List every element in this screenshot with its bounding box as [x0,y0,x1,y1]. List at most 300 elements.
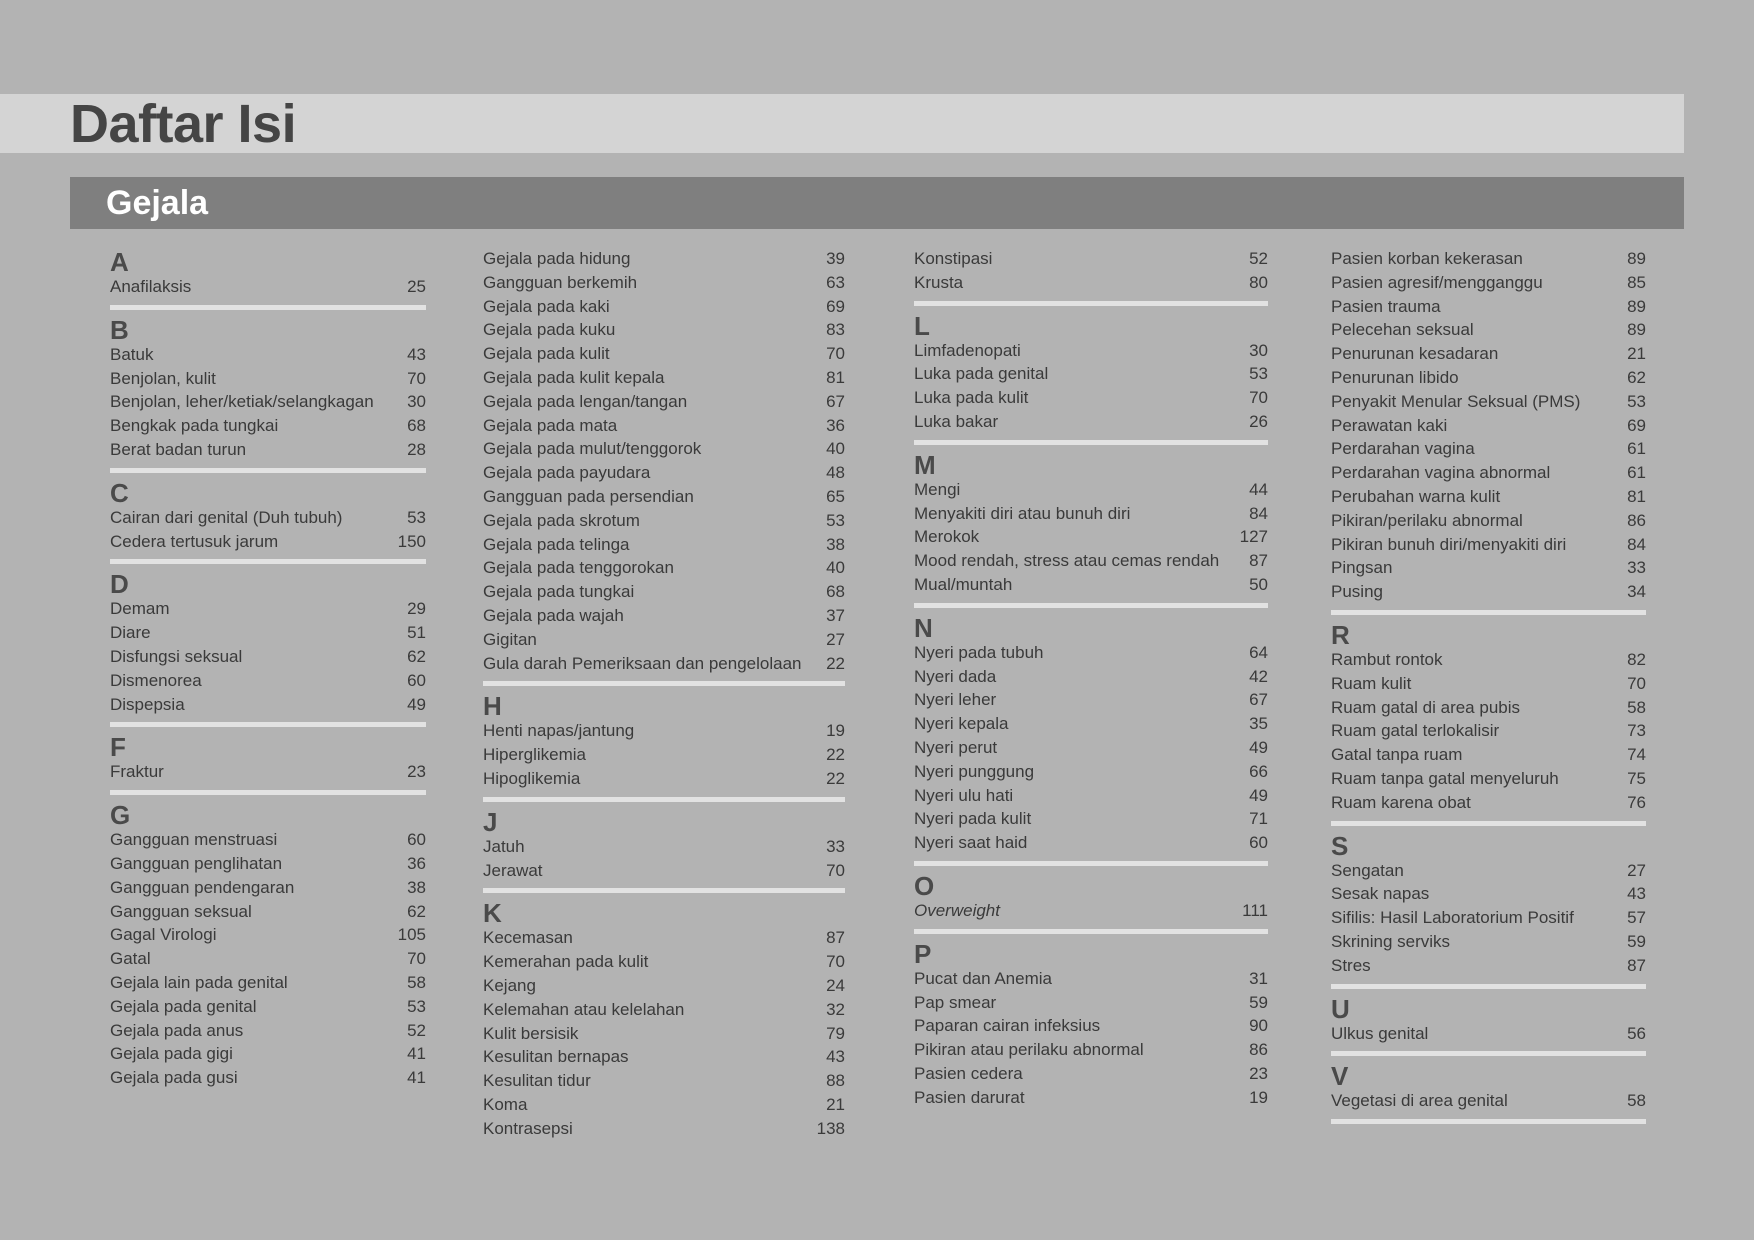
index-entry-label: Penurunan libido [1331,367,1459,387]
group-divider [110,790,426,795]
index-entry-page: 76 [1627,792,1646,812]
index-letter-heading: G [110,800,131,831]
index-entry[interactable] [483,295,845,319]
index-entry[interactable] [914,665,1268,689]
index-entry-label: Bengkak pada tungkai [110,416,279,436]
index-entry-page: 41 [407,1068,426,1088]
index-entry[interactable] [914,831,1268,855]
index-entry-page: 61 [1627,463,1646,483]
index-entry[interactable] [483,859,845,883]
index-entry[interactable] [483,247,845,271]
index-entry-page: 60 [407,670,426,690]
group-divider [110,722,426,727]
index-entry-page: 40 [826,439,845,459]
index-entry-page: 38 [826,534,845,554]
index-entry[interactable] [110,343,426,367]
page-title: Daftar Isi [70,94,297,154]
index-entry-label: Gejala pada payudara [483,463,651,483]
index-entry[interactable] [914,1014,1268,1038]
index-entry-page: 49 [1249,737,1268,757]
index-entry[interactable] [110,995,426,1019]
index-entry-label: Kelemahan atau kelelahan [483,999,685,1019]
index-entry-label: Pikiran bunuh diri/menyakiti diri [1331,534,1567,554]
index-entry[interactable] [483,974,845,998]
index-entry-page: 22 [826,768,845,788]
index-entry[interactable] [110,760,426,784]
index-entry-page: 68 [826,582,845,602]
index-entry-page: 150 [397,531,426,551]
index-entry[interactable] [110,390,426,414]
index-entry-page: 35 [1249,714,1268,734]
index-group [914,613,1268,866]
index-entry-page: 87 [826,928,845,948]
index-entry[interactable] [110,876,426,900]
index-entry-page: 127 [1239,527,1268,547]
index-entry[interactable] [483,366,845,390]
index-entry-label: Gangguan menstruasi [110,830,278,850]
index-entry[interactable] [483,390,845,414]
index-entry-label: Mood rendah, stress atau cemas rendah [914,551,1220,571]
index-entry[interactable] [914,549,1268,573]
index-entry-label: Perawatan kaki [1331,415,1448,435]
index-entry[interactable] [1331,882,1646,906]
index-entry-label: Gejala pada hidung [483,249,631,268]
index-column-3 [914,247,1268,1115]
index-entry[interactable] [1331,366,1646,390]
index-entry-page: 70 [826,952,845,972]
index-entry[interactable] [1331,485,1646,509]
index-entry[interactable] [914,339,1268,363]
index-entry[interactable] [914,991,1268,1015]
index-entry[interactable] [1331,719,1646,743]
index-group [914,450,1268,608]
index-entry[interactable] [110,1066,426,1090]
index-column-2 [483,247,845,1146]
index-entry-label: Mual/muntah [914,574,1013,594]
index-entry-label: Konstipasi [914,249,993,268]
index-column-1 [110,247,426,1095]
index-entry[interactable] [483,1022,845,1046]
index-entry[interactable] [483,604,845,628]
index-entry-page: 32 [826,999,845,1019]
index-entry[interactable] [483,556,845,580]
index-entry-label: Sesak napas [1331,884,1430,904]
section-title: Gejala [106,184,209,222]
index-group [914,247,1268,306]
index-entry-page: 88 [826,1071,845,1091]
index-entry-page: 86 [1249,1040,1268,1060]
index-entry[interactable] [1331,859,1646,883]
index-entry[interactable] [483,271,845,295]
group-divider [1331,610,1646,615]
index-entry[interactable] [914,760,1268,784]
index-entry-page: 41 [407,1044,426,1064]
index-entry[interactable] [914,967,1268,991]
index-group [914,311,1268,445]
index-entry[interactable] [914,271,1268,295]
index-entry-page: 21 [1627,344,1646,364]
index-entry-label: Rambut rontok [1331,649,1443,669]
index-entry-label: Gejala pada kulit [483,344,610,364]
index-entry[interactable] [914,784,1268,808]
index-entry-page: 30 [407,392,426,412]
index-letter-heading: H [483,691,502,722]
index-entry-label: Dispepsia [110,694,185,714]
index-entry-page: 19 [826,721,845,741]
index-entry[interactable] [110,621,426,645]
index-entry[interactable] [110,1042,426,1066]
index-entry-label: Sengatan [1331,860,1404,880]
index-entry[interactable] [1331,342,1646,366]
index-entry[interactable] [110,900,426,924]
index-entry-page: 33 [1627,558,1646,578]
index-entry-page: 70 [407,949,426,969]
index-entry[interactable] [914,1062,1268,1086]
index-letter-heading: F [110,732,126,763]
index-entry-page: 31 [1249,968,1268,988]
index-entry-label: Gejala pada anus [110,1020,244,1040]
index-entry[interactable] [1331,295,1646,319]
index-entry-label: Gatal tanpa ruam [1331,745,1463,765]
index-entry-label: Limfadenopati [914,340,1021,360]
group-divider [483,681,845,686]
index-entry-label: Pikiran atau perilaku abnormal [914,1040,1144,1060]
index-entry-page: 138 [816,1118,845,1138]
index-entry[interactable] [110,367,426,391]
index-entry-page: 42 [1249,666,1268,686]
index-entry[interactable] [1331,509,1646,533]
index-entry-label: Pasien trauma [1331,296,1441,316]
index-entry-page: 58 [1627,1091,1646,1111]
index-letter-heading: U [1331,993,1350,1024]
index-entry-label: Benjolan, leher/ketiak/selangkagan [110,392,374,412]
index-entry[interactable] [483,926,845,950]
index-entry-label: Dismenorea [110,670,202,690]
index-entry[interactable] [483,743,845,767]
index-entry-label: Gejala pada wajah [483,605,624,625]
index-entry[interactable] [110,275,426,299]
index-entry-label: Gangguan pada persendian [483,486,694,506]
index-entry-page: 29 [407,599,426,619]
index-entry-label: Ruam gatal terlokalisir [1331,721,1500,741]
index-entry-label: Jerawat [483,860,543,880]
index-entry-page: 58 [1627,697,1646,717]
index-entry-label: Gejala pada kaki [483,296,610,316]
index-entry[interactable] [483,1117,845,1141]
index-entry-label: Gangguan seksual [110,901,252,921]
index-letter-heading: V [1331,1061,1349,1092]
index-entry[interactable] [110,1019,426,1043]
index-entry-label: Skrining serviks [1331,931,1451,951]
index-entry-page: 53 [1627,391,1646,411]
index-group [110,569,426,727]
index-entry-page: 90 [1249,1016,1268,1036]
group-divider [914,440,1268,445]
index-entry[interactable] [1331,556,1646,580]
index-entry-label: Stres [1331,955,1371,975]
index-entry-page: 67 [826,391,845,411]
index-entry[interactable] [1331,580,1646,604]
index-entry[interactable] [1331,767,1646,791]
index-entry-label: Luka pada genital [914,364,1049,384]
index-entry-page: 43 [407,344,426,364]
index-entry[interactable] [1331,648,1646,672]
index-entry[interactable] [914,712,1268,736]
index-entry[interactable] [1331,533,1646,557]
index-entry-page: 68 [407,416,426,436]
index-entry-label: Ruam tanpa gatal menyeluruh [1331,768,1559,788]
index-entry-label: Paparan cairan infeksius [914,1016,1101,1036]
index-entry[interactable] [914,362,1268,386]
index-entry[interactable] [483,998,845,1022]
index-letter-heading: D [110,569,129,600]
index-entry[interactable] [483,509,845,533]
index-entry[interactable] [1331,791,1646,815]
index-entry-label: Gangguan pendengaran [110,877,295,897]
index-entry[interactable] [914,478,1268,502]
index-entry[interactable] [483,485,845,509]
index-letter-heading: M [914,449,936,480]
index-letter-heading: O [914,870,935,901]
index-entry[interactable] [914,899,1268,923]
index-entry[interactable] [110,438,426,462]
index-entry-page: 85 [1627,272,1646,292]
index-entry[interactable] [914,386,1268,410]
index-entry-label: Nyeri leher [914,690,997,710]
index-entry-page: 53 [1249,364,1268,384]
index-entry-page: 53 [826,510,845,530]
index-entry-page: 66 [1249,761,1268,781]
index-entry-label: Nyeri punggung [914,761,1035,781]
index-entry[interactable] [914,641,1268,665]
index-entry[interactable] [110,414,426,438]
index-entry-page: 22 [826,745,845,765]
index-entry-page: 86 [1627,510,1646,530]
index-letter-heading: C [110,477,129,508]
index-entry[interactable] [914,1038,1268,1062]
index-entry[interactable] [110,530,426,554]
index-entry-page: 50 [1249,574,1268,594]
index-entry[interactable] [483,1069,845,1093]
index-entry-page: 27 [826,629,845,649]
index-entry-label: Pasien agresif/mengganggu [1331,272,1543,292]
index-entry[interactable] [483,1045,845,1069]
index-entry-label: Nyeri pada kulit [914,809,1032,829]
index-group [1331,620,1646,826]
index-entry-page: 80 [1249,272,1268,292]
index-entry-label: Gejala pada kuku [483,320,616,340]
group-divider [914,929,1268,934]
index-entry-label: Nyeri dada [914,666,997,686]
group-divider [1331,984,1646,989]
index-entry[interactable] [1331,672,1646,696]
index-entry-page: 62 [407,901,426,921]
index-group [483,247,845,686]
index-entry-label: Kecemasan [483,928,573,948]
index-entry[interactable] [1331,954,1646,978]
index-entry[interactable] [110,645,426,669]
index-entry[interactable] [914,807,1268,831]
index-entry-page: 89 [1627,296,1646,316]
index-entry[interactable] [483,414,845,438]
index-entry-label: Perdarahan vagina abnormal [1331,463,1551,483]
index-entry-page: 33 [826,836,845,856]
index-entry-label: Batuk [110,344,154,364]
index-entry-page: 60 [407,830,426,850]
index-entry-label: Fraktur [110,762,164,782]
index-entry[interactable] [1331,461,1646,485]
index-entry-page: 67 [1249,690,1268,710]
index-entry-label: Gejala pada lengan/tangan [483,391,688,411]
index-entry-page: 26 [1249,411,1268,431]
index-entry[interactable] [110,947,426,971]
index-entry[interactable] [483,437,845,461]
index-entry[interactable] [914,410,1268,434]
group-divider [110,468,426,473]
index-entry-page: 105 [397,925,426,945]
index-entry-label: Nyeri kepala [914,714,1009,734]
index-entry-label: Diare [110,623,151,643]
index-entry-label: Kesulitan tidur [483,1071,591,1091]
index-entry-page: 69 [826,296,845,316]
index-entry[interactable] [914,736,1268,760]
index-entry-page: 83 [826,320,845,340]
index-entry[interactable] [483,628,845,652]
index-entry-label: Nyeri saat haid [914,833,1028,853]
index-entry-page: 79 [826,1023,845,1043]
index-entry[interactable] [110,971,426,995]
index-entry-page: 28 [407,439,426,459]
index-entry-label: Luka bakar [914,411,999,431]
index-entry-page: 84 [1627,534,1646,554]
index-entry-page: 44 [1249,479,1268,499]
index-entry-page: 52 [1249,249,1268,268]
index-entry-page: 19 [1249,1087,1268,1107]
index-entry[interactable] [483,719,845,743]
index-entry[interactable] [483,652,845,676]
index-entry-label: Cedera tertusuk jarum [110,531,279,551]
index-entry[interactable] [1331,247,1646,271]
index-entry[interactable] [483,1093,845,1117]
index-letter-heading: K [483,898,502,929]
index-group [110,732,426,795]
index-entry-page: 37 [826,605,845,625]
index-entry-label: Ruam gatal di area pubis [1331,697,1521,717]
index-entry-label: Gagal Virologi [110,925,217,945]
index-entry[interactable] [110,693,426,717]
index-entry-page: 53 [407,507,426,527]
index-entry[interactable] [1331,906,1646,930]
index-entry[interactable] [1331,696,1646,720]
index-entry-label: Henti napas/jantung [483,721,635,741]
index-entry[interactable] [914,1086,1268,1110]
index-entry-page: 24 [826,975,845,995]
index-entry-label: Gejala pada telinga [483,534,630,554]
index-entry-label: Kejang [483,975,536,995]
index-entry-page: 60 [1249,833,1268,853]
index-entry[interactable] [483,461,845,485]
index-entry-page: 87 [1249,551,1268,571]
index-entry[interactable] [914,688,1268,712]
index-entry[interactable] [914,502,1268,526]
index-entry-page: 81 [826,367,845,387]
index-entry-page: 57 [1627,908,1646,928]
index-entry-page: 74 [1627,745,1646,765]
index-entry-label: Anafilaksis [110,277,192,296]
index-letter-heading: N [914,612,933,643]
index-entry[interactable] [483,767,845,791]
index-entry[interactable] [110,828,426,852]
index-entry[interactable] [1331,1089,1646,1113]
index-entry-page: 22 [826,653,845,673]
index-entry[interactable] [483,318,845,342]
index-entry[interactable] [110,852,426,876]
index-entry[interactable] [483,950,845,974]
index-entry-label: Gula darah Pemeriksaan dan pengelolaan [483,653,802,673]
index-entry[interactable] [914,573,1268,597]
index-entry[interactable] [1331,414,1646,438]
index-entry[interactable] [110,597,426,621]
index-entry[interactable] [1331,318,1646,342]
index-entry-label: Merokok [914,527,980,547]
index-entry[interactable] [483,533,845,557]
index-entry[interactable] [1331,743,1646,767]
index-entry-page: 69 [1627,415,1646,435]
index-entry-label: Ulkus genital [1331,1023,1429,1043]
group-divider [110,559,426,564]
index-entry[interactable] [1331,390,1646,414]
index-entry-label: Hipoglikemia [483,768,581,788]
index-column-4 [1331,247,1646,1129]
index-entry[interactable] [1331,271,1646,295]
index-entry[interactable] [483,580,845,604]
index-entry[interactable] [1331,437,1646,461]
index-entry-label: Pucat dan Anemia [914,968,1052,988]
index-entry-label: Ruam kulit [1331,673,1412,693]
index-group [110,315,426,473]
index-letter-heading: L [914,310,930,341]
index-entry-label: Penyakit Menular Seksual (PMS) [1331,391,1581,411]
index-entry[interactable] [110,923,426,947]
index-entry-label: Berat badan turun [110,439,247,459]
index-letter-heading: S [1331,830,1349,861]
index-entry-page: 25 [407,277,426,296]
index-entry-label: Gigitan [483,629,537,649]
index-entry-page: 27 [1627,860,1646,880]
index-entry-label: Benjolan, kulit [110,368,216,388]
index-entry[interactable] [483,835,845,859]
index-entry-label: Pasien darurat [914,1087,1025,1107]
index-entry-page: 71 [1249,809,1268,829]
index-entry-label: Gangguan berkemih [483,272,638,292]
index-entry[interactable] [914,525,1268,549]
index-group [110,247,426,310]
group-divider [483,888,845,893]
index-entry[interactable] [483,342,845,366]
index-entry[interactable] [110,669,426,693]
index-entry[interactable] [914,247,1268,271]
index-entry-page: 63 [826,272,845,292]
index-entry[interactable] [110,506,426,530]
index-entry[interactable] [1331,1022,1646,1046]
index-entry[interactable] [1331,930,1646,954]
index-entry-page: 70 [1249,388,1268,408]
index-entry-label: Kemerahan pada kulit [483,952,649,972]
index-entry-page: 81 [1627,486,1646,506]
index-entry-label: Pasien cedera [914,1063,1023,1083]
index-letter-heading: J [483,806,498,837]
index-entry-page: 70 [1627,673,1646,693]
